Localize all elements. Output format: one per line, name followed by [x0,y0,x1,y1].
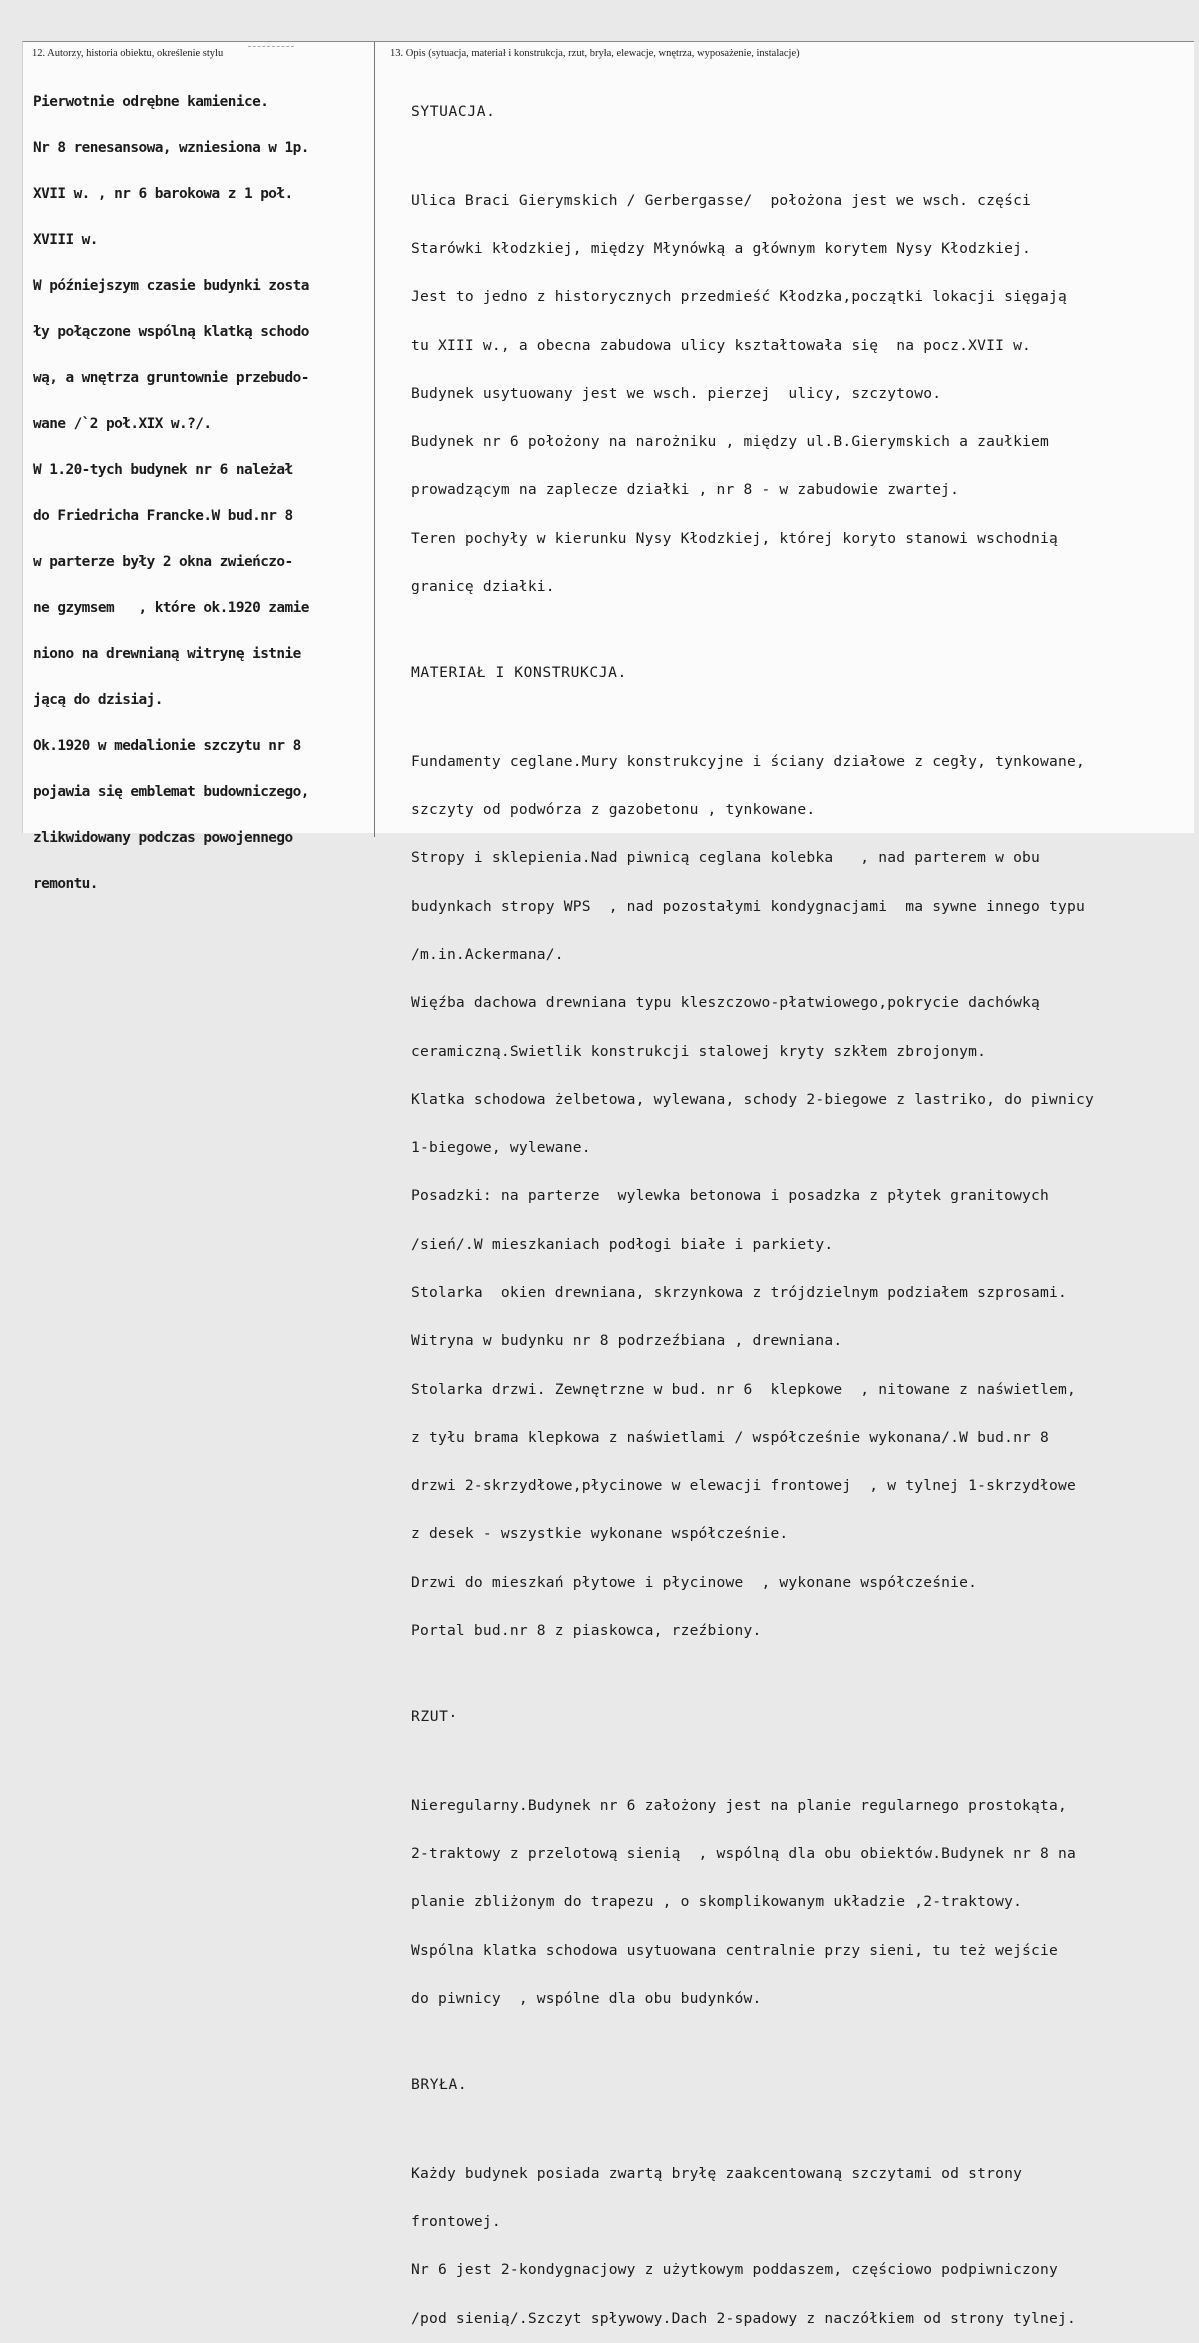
description-line: Teren pochyły w kierunku Nysy Kłodzkiej, której koryto stanowi wschodnią [411,529,1059,547]
history-line: wą, a wnętrza gruntownie przebudo- [33,369,309,386]
description-line: Starówki kłodzkiej, między Młynówką a głównym korytem Nysy Kłodzkiej. [411,239,1032,257]
description-line: Drzwi do mieszkań płytowe i płycinowe , wykonane współcześnie. [411,1573,978,1591]
description-line: Budynek nr 6 położony na narożniku , między ul.B.Gierymskich a zaułkiem [411,433,1050,451]
description-line: Jest to jedno z historycznych przedmieść Kłodzka,początki lokacji sięgają [411,288,1067,306]
description-line: Posadzki: na parterze wylewka betonowa i posadzka z płytek granitowych [411,1187,1050,1205]
description-line: 1-biegowe, wylewane. [411,1139,591,1157]
description-line: tu XIII w., a obecna zabudowa ulicy kształtowała się na pocz.XVII w. [411,336,1032,354]
history-line: XVII w. , nr 6 barokowa z 1 poł. [33,185,293,202]
section-title-sytuacja: SYTUACJA. [411,103,496,121]
description-line: /pod sienią/.Szczyt spływowy.Dach 2-spadowy z naczółkiem od strony tylnej. [411,2309,1076,2327]
description-line: frontowej. [411,2213,501,2231]
history-line: ne gzymsem , które ok.1920 zamie [33,600,309,617]
description-line: budynkach stropy WPS , nad pozostałymi kondygnacjami ma sywne innego typu [411,897,1085,915]
history-line: wane /`2 poł.XIX w.?/. [33,415,212,432]
description-line: Stolarka drzwi. Zewnętrzne w bud. nr 6 klepkowe , nitowane z naświetlem, [411,1380,1076,1398]
history-line: w parterze były 2 okna zwieńczo- [33,554,293,570]
description-line: Budynek usytuowany jest we wsch. pierzej ulicy, szczytowo. [411,384,942,402]
description-line: prowadzącym na zaplecze działki , nr 8 - w zabudowie zwartej. [411,481,960,499]
history-line: W późniejszym czasie budynki zosta [33,277,309,294]
column-divider [374,42,375,837]
history-text [33,64,309,908]
history-line: zlikwidowany podczas powojennego [33,830,293,847]
description-line: Portal bud.nr 8 z piaskowca, rzeźbiony. [411,1621,762,1639]
history-line: ły połączone wspólną klatką schodo [33,323,309,340]
description-line: do piwnicy , wspólne dla obu budynków. [411,1989,762,2007]
section-title-bryla: BRYŁA. [411,2076,468,2094]
description-line: Stropy i sklepienia.Nad piwnicą ceglana kolebka , nad parterem w obu [411,849,1041,867]
description-line: Ulica Braci Gierymskich / Gerbergasse/ położona jest we wsch. części [411,191,1032,209]
history-line: remontu. [33,876,98,893]
history-line: W 1.20-tych budynek nr 6 należał [33,461,293,478]
history-line: niono na drewnianą witrynę istnie [33,646,301,663]
history-line: do Friedricha Francke.W bud.nr 8 [33,507,293,524]
description-line: Nr 6 jest 2-kondygnacjowy z użytkowym poddaszem, częściowo podpiwniczony [411,2261,1059,2279]
description-line: Wspólna klatka schodowa usytuowana centralnie przy sieni, tu też wejście [411,1941,1059,1959]
description-line: z tyłu brama klepkowa z naświetlami / współcześnie wykonana/.W bud.nr 8 [411,1428,1050,1446]
description-line: Więźba dachowa drewniana typu kleszczowo-płatwiowego,pokrycie dachówką [411,994,1041,1012]
description-line: drzwi 2-skrzydłowe,płycinowe w elewacji frontowej , w tylnej 1-skrzydłowe [411,1477,1076,1495]
left-column-header: 12. Autorzy, historia obiektu, określenie stylu [32,48,224,59]
section-title-material: MATERIAŁ I KONSTRUKCJA. [411,664,627,682]
description-line: Każdy budynek posiada zwartą bryłę zaakcentowaną szczytami od strony [411,2164,1023,2182]
history-line: jącą do dzisiaj. [33,692,163,709]
description-line: planie zbliżonym do trapezu , o skomplikowanym układzie ,2-traktowy. [411,1893,1023,1911]
description-text [411,72,1094,2343]
description-line: /sień/.W mieszkaniach podłogi białe i parkiety. [411,1235,834,1253]
history-line: Nr 8 renesansowa, wzniesiona w 1p. [33,139,309,156]
history-line: XVIII w. [33,231,98,248]
history-line: pojawia się emblemat budowniczego, [33,784,309,801]
history-line: Pierwotnie odrębne kamienice. [33,93,269,110]
history-line: Ok.1920 w medalionie szczytu nr 8 [33,738,301,755]
description-line: Witryna w budynku nr 8 podrzeźbiana , drewniana. [411,1332,843,1350]
description-line: 2-traktowy z przelotową sienią , wspólną dla obu obiektów.Budynek nr 8 na [411,1845,1076,1863]
section-title-rzut: RZUT· [411,1708,458,1726]
right-column-header: 13. Opis (sytuacja, materiał i konstrukcja, rzut, bryła, elewacje, wnętrza, wyposażenie, instalacje) [390,48,800,59]
description-line: ceramiczną.Swietlik konstrukcji stalowej kryty szkłem zbrojonym. [411,1042,987,1060]
description-line: granicę działki. [411,577,555,595]
description-line: szczyty od podwórza z gazobetonu , tynkowane. [411,801,816,819]
description-line: Stolarka okien drewniana, skrzynkowa z trójdzielnym podziałem szprosami. [411,1283,1067,1301]
description-line: Fundamenty ceglane.Mury konstrukcyjne i ściany działowe z cegły, tynkowane, [411,752,1085,770]
description-line: z desek - wszystkie wykonane współcześnie. [411,1525,789,1543]
header-scribble [248,46,294,50]
description-line: Klatka schodowa żelbetowa, wylewana, schody 2-biegowe z lastriko, do piwnicy [411,1090,1094,1108]
description-line: /m.in.Ackermana/. [411,945,564,963]
description-line: Nieregularny.Budynek nr 6 założony jest na planie regularnego prostokąta, [411,1796,1067,1814]
